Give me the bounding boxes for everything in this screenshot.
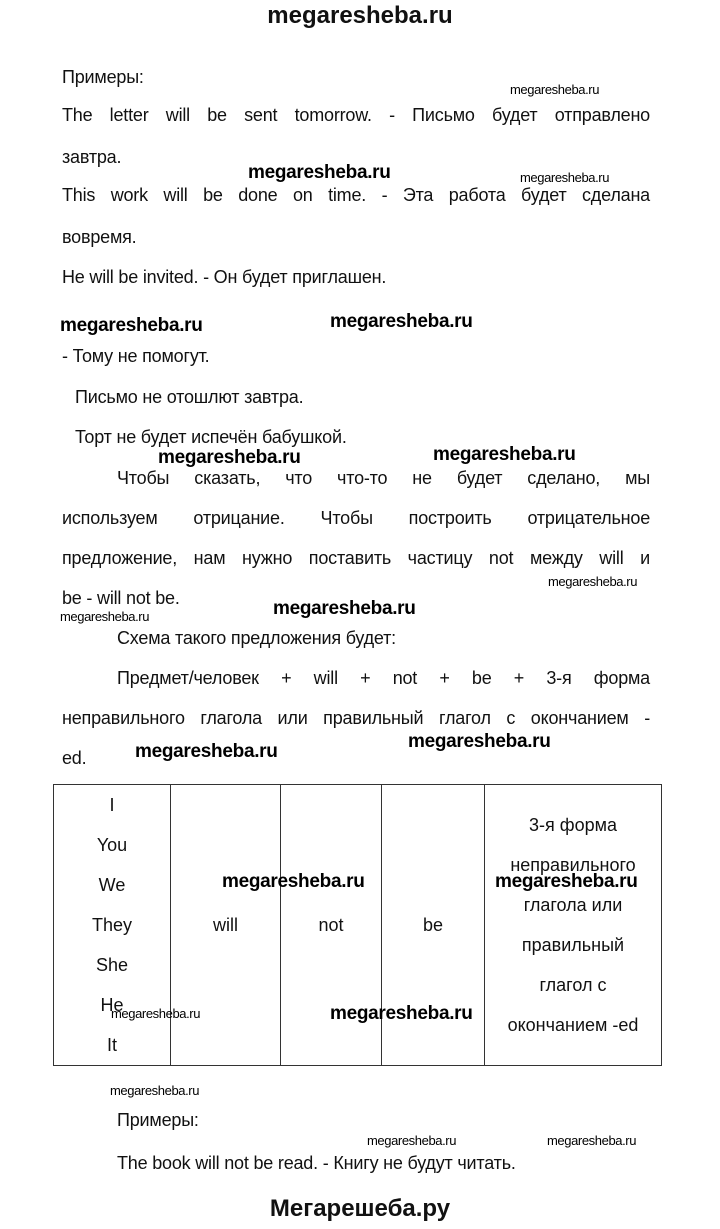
watermark: megaresheba.ru <box>111 1006 201 1021</box>
watermark: megaresheba.ru <box>222 871 365 892</box>
watermark: megaresheba.ru <box>330 311 473 332</box>
paragraph-line: Чтобы сказать, что что-то не будет сделано, мы <box>117 468 650 488</box>
watermark: megaresheba.ru <box>408 731 551 752</box>
subject: I <box>109 795 115 815</box>
example-line: This work will be done on time. - Эта работа будет сделана <box>62 185 650 205</box>
formula-line: ed. <box>62 748 87 768</box>
watermark: megaresheba.ru <box>367 1133 457 1148</box>
paragraph-line: предложение, нам нужно поставить частицу not между will и <box>62 548 650 568</box>
verb-cell <box>485 785 662 1066</box>
watermark: megaresheba.ru <box>135 741 278 762</box>
verb-line: правильный <box>521 935 625 955</box>
example-line: He will be invited. - Он будет приглашен. <box>62 267 387 287</box>
be-cell: be <box>382 785 485 1066</box>
verb-line: неправильного <box>510 855 636 875</box>
verb-line: окончанием -ed <box>507 1015 639 1035</box>
verb-line: глагол с <box>539 975 607 995</box>
example-line: The letter will be sent tomorrow. - Письмо будет отправлено <box>62 105 650 125</box>
subject: He <box>100 995 124 1015</box>
examples-label: Примеры: <box>62 67 144 87</box>
watermark: megaresheba.ru <box>495 871 638 892</box>
watermark: megaresheba.ru <box>60 315 203 336</box>
site-header: megaresheba.ru <box>267 2 453 29</box>
negative-example: Письмо не отошлют завтра. <box>75 387 304 407</box>
formula-line: неправильного глагола или правильный глагол с окончанием - <box>62 708 650 728</box>
example-line: The book will not be read. - Книгу не будут читать. <box>117 1153 516 1173</box>
watermark: megaresheba.ru <box>433 444 576 465</box>
subjects-cell <box>54 785 171 1066</box>
watermark: megaresheba.ru <box>547 1133 637 1148</box>
example-line: завтра. <box>62 147 122 167</box>
watermark: megaresheba.ru <box>510 82 600 97</box>
watermark: megaresheba.ru <box>548 574 638 589</box>
subject: We <box>98 875 126 895</box>
subject: It <box>106 1035 117 1055</box>
subject: You <box>96 835 128 855</box>
example-line: вовремя. <box>62 227 137 247</box>
not-cell: not <box>281 785 382 1066</box>
watermark: megaresheba.ru <box>520 170 610 185</box>
watermark: megaresheba.ru <box>158 447 301 468</box>
watermark: megaresheba.ru <box>110 1083 200 1098</box>
subject: She <box>95 955 129 975</box>
watermark: megaresheba.ru <box>273 598 416 619</box>
paragraph-line: используем отрицание. Чтобы построить отрицательное <box>62 508 650 528</box>
site-footer: Мегарешеба.ру <box>269 1195 451 1222</box>
watermark: megaresheba.ru <box>60 609 150 624</box>
scheme-label: Схема такого предложения будет: <box>117 628 396 648</box>
formula-line: Предмет/человек + will + not + be + 3-я форма <box>117 668 650 688</box>
watermark: megaresheba.ru <box>330 1003 473 1024</box>
negative-example: - Тому не помогут. <box>62 346 210 366</box>
will-cell: will <box>171 785 281 1066</box>
verb-line: глагола или <box>523 895 623 915</box>
watermark: megaresheba.ru <box>248 162 391 183</box>
examples-label: Примеры: <box>117 1110 199 1130</box>
subject: They <box>91 915 133 935</box>
negative-example: Торт не будет испечён бабушкой. <box>75 427 347 447</box>
paragraph-line: be - will not be. <box>62 588 180 608</box>
verb-line: 3-я форма <box>529 815 617 835</box>
